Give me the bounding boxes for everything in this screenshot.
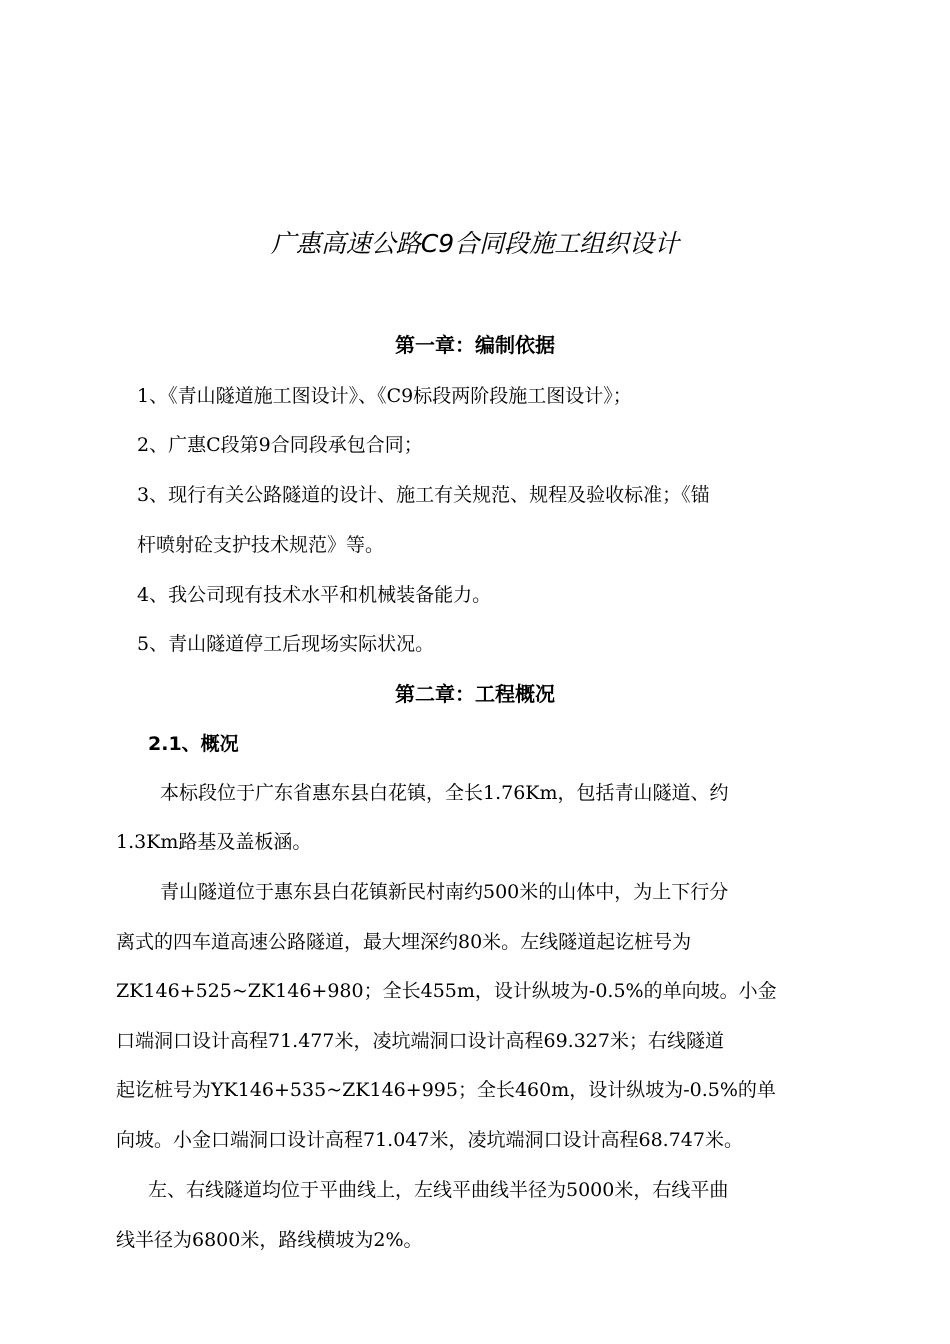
basis-item-4: 4、我公司现有技术水平和机械装备能力。 bbox=[137, 584, 492, 606]
paragraph-1-line-1: 本标段位于广东省惠东县白花镇，全长1.76Km，包括青山隧道、约 bbox=[160, 782, 729, 804]
paragraph-3-line-2: 线半径为6800米，路线横坡为2%。 bbox=[116, 1229, 423, 1251]
paragraph-2-line-1: 青山隧道位于惠东县白花镇新民村南约500米的山体中，为上下行分 bbox=[160, 881, 729, 903]
paragraph-2-line-3: ZK146+525~ZK146+980；全长455m，设计纵坡为-0.5%的单向坡。小金 bbox=[116, 980, 777, 1002]
document-title: 广惠高速公路C9合同段施工组织设计 bbox=[270, 229, 680, 258]
basis-item-3-cont: 杆喷射砼支护技术规范》等。 bbox=[137, 534, 385, 556]
basis-item-2: 2、广惠C段第9合同段承包合同； bbox=[137, 434, 423, 456]
basis-item-3: 3、现行有关公路隧道的设计、施工有关规范、规程及验收标准；《锚 bbox=[137, 484, 710, 506]
paragraph-3-line-1: 左、右线隧道均位于平曲线上，左线平曲线半径为5000米，右线平曲 bbox=[148, 1179, 729, 1201]
paragraph-2-line-6: 向坡。小金口端洞口设计高程71.047米，凌坑端洞口设计高程68.747米。 bbox=[116, 1129, 743, 1151]
chapter-2-heading: 第二章：工程概况 bbox=[395, 682, 555, 706]
section-2-1-heading: 2.1、概况 bbox=[148, 733, 239, 755]
paragraph-2-line-2: 离式的四车道高速公路隧道，最大埋深约80米。左线隧道起讫桩号为 bbox=[116, 931, 692, 953]
paragraph-1-line-2: 1.3Km路基及盖板涵。 bbox=[116, 831, 312, 853]
basis-item-1: 1、《青山隧道施工图设计》、《C9标段两阶段施工图设计》； bbox=[137, 385, 632, 407]
paragraph-2-line-4: 口端洞口设计高程71.477米，凌坑端洞口设计高程69.327米；右线隧道 bbox=[116, 1030, 724, 1052]
chapter-1-heading: 第一章：编制依据 bbox=[395, 333, 555, 357]
paragraph-2-line-5: 起讫桩号为YK146+535~ZK146+995；全长460m，设计纵坡为-0.5%的单 bbox=[116, 1079, 776, 1101]
basis-item-5: 5、青山隧道停工后现场实际状况。 bbox=[137, 633, 435, 655]
